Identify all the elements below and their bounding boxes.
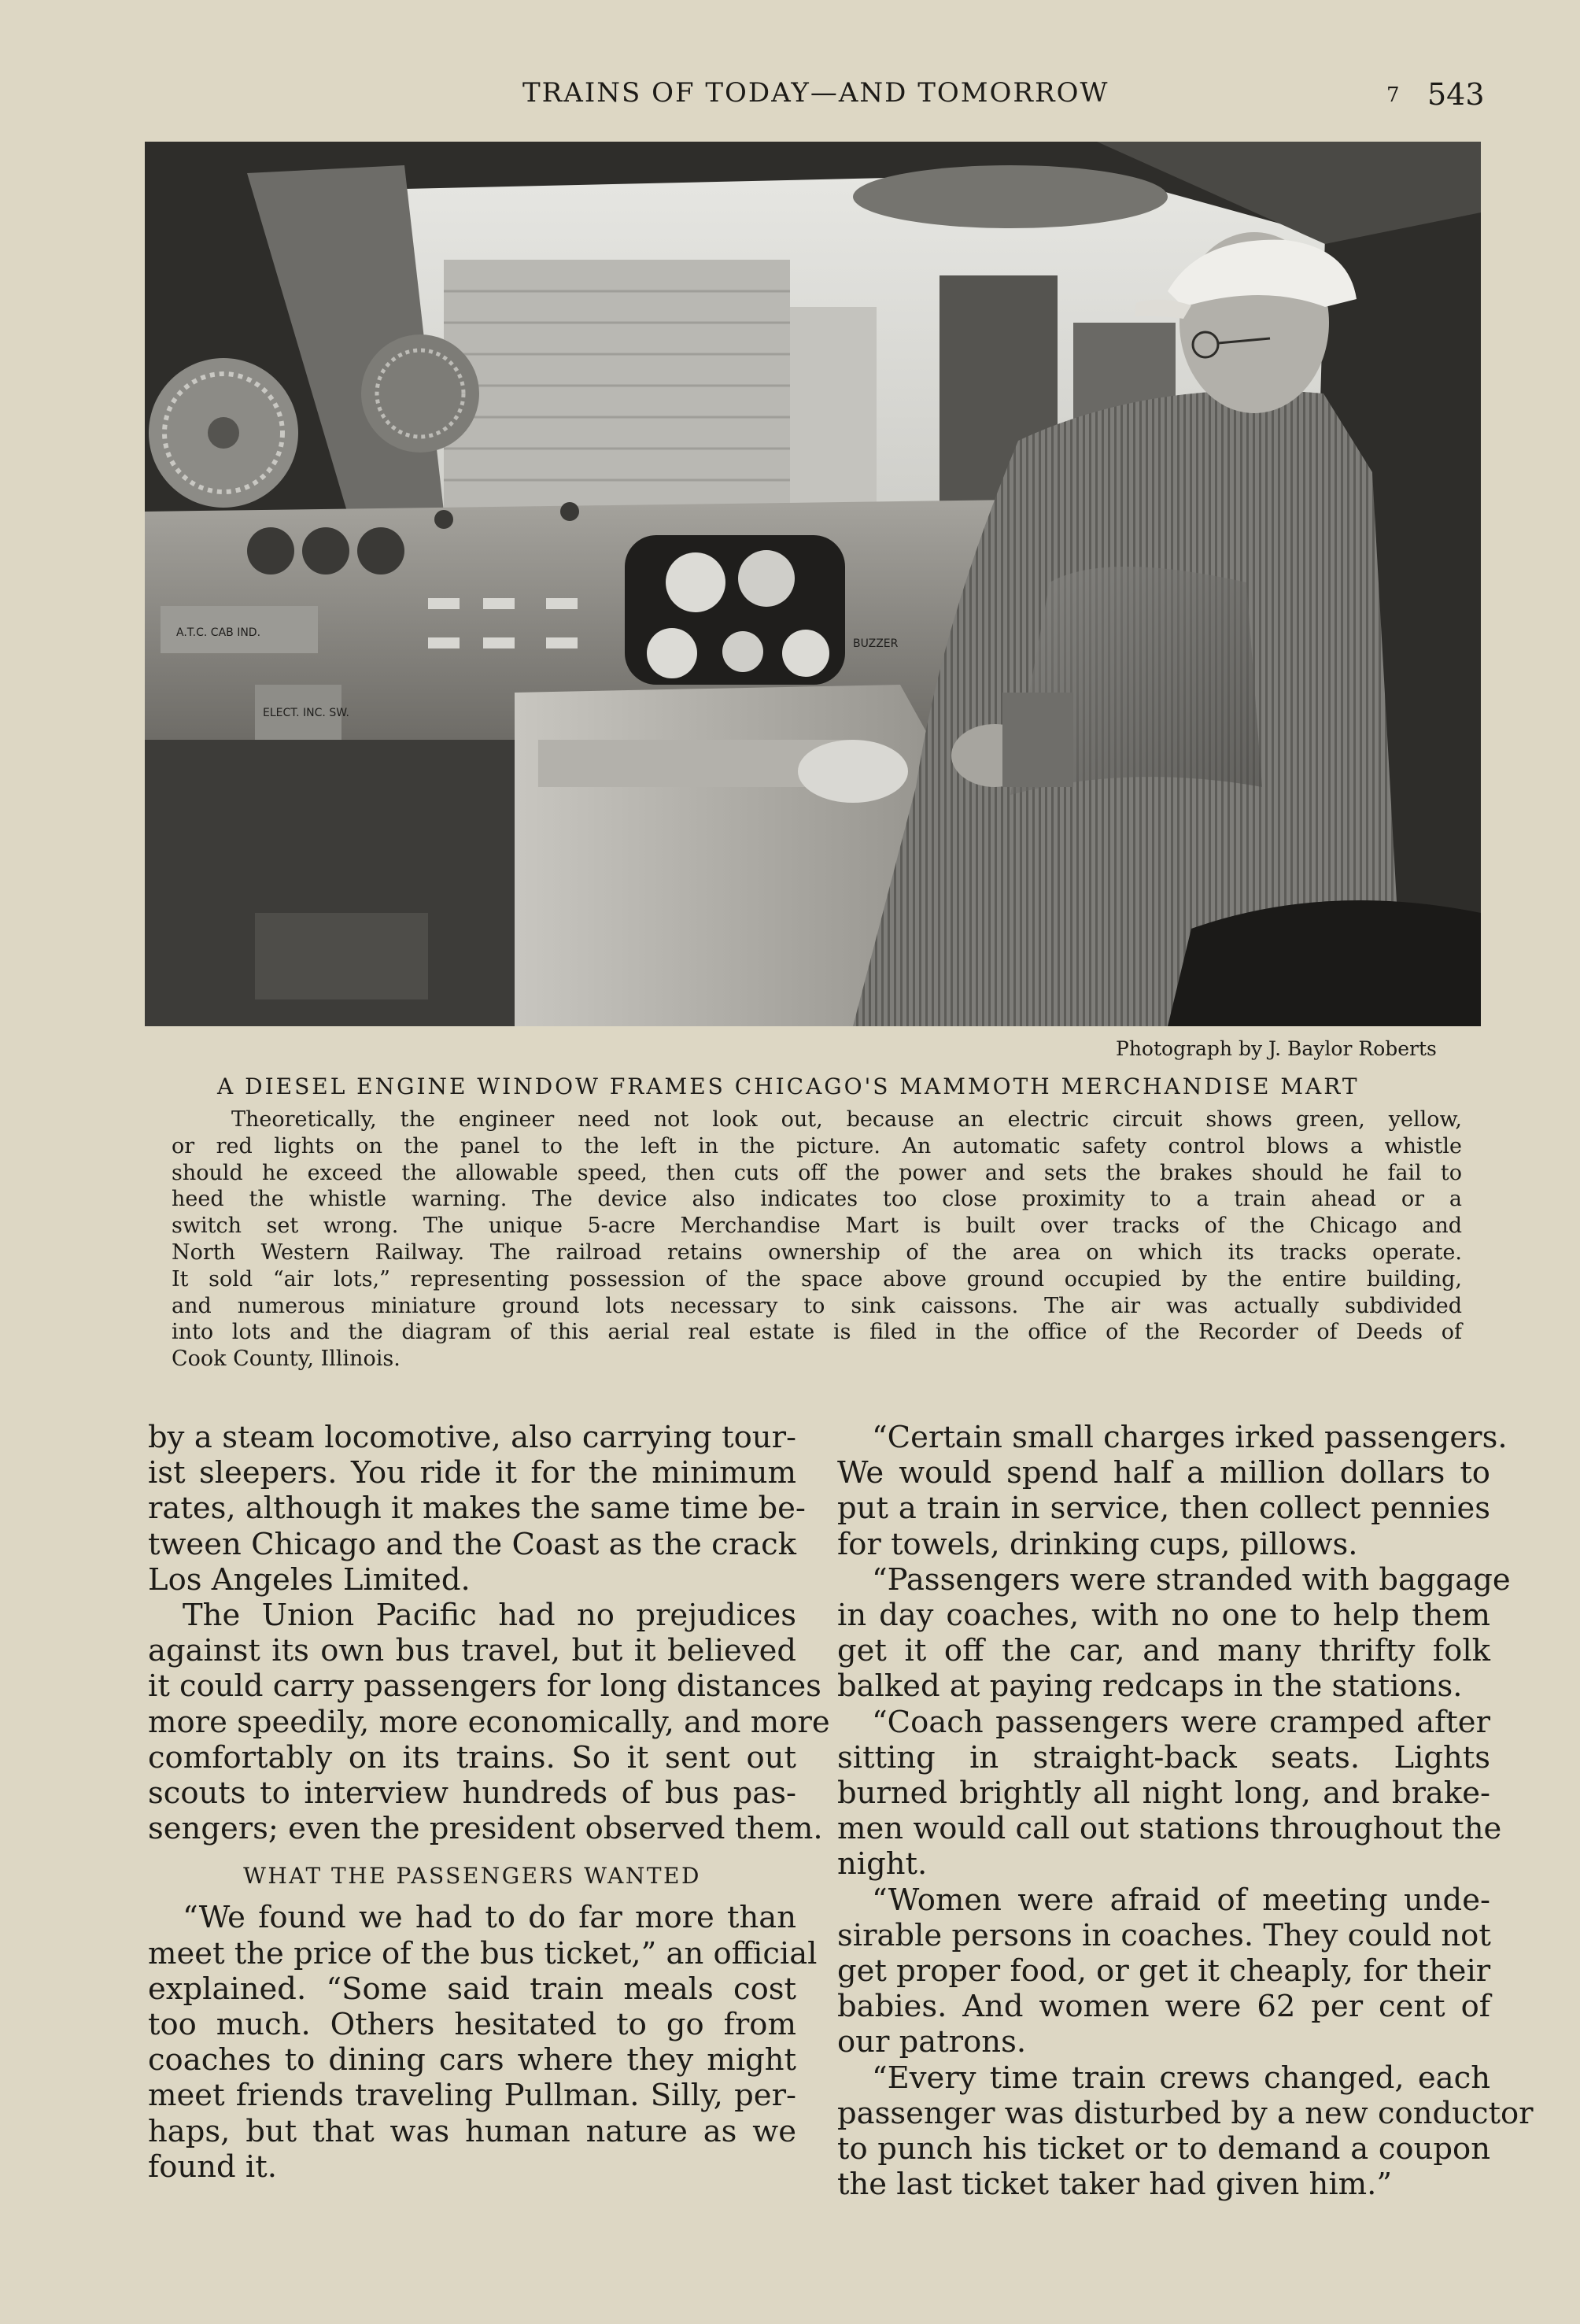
body-line: the last ticket taker had given him.” (837, 2167, 1393, 2203)
body-line: it could carry passengers for long distances (148, 1668, 821, 1705)
caption-line: into lots and the diagram of this aerial real estate is filed in the office of the Recorder of Deeds of (172, 1320, 1462, 1345)
gauge-panel (625, 535, 845, 685)
caption-line: It sold “air lots,” representing possession of the space above ground occupied by the entire building, (172, 1266, 1462, 1291)
panel-label: BUZZER (853, 637, 899, 650)
body-line: night. (837, 1846, 928, 1882)
page-number: 543 (1427, 77, 1485, 112)
running-title: TRAINS OF TODAY—AND TOMORROW (522, 77, 1109, 109)
body-line: scouts to interview hundreds of bus pas- (148, 1775, 796, 1812)
body-line: in day coaches, with no one to help them (837, 1598, 1490, 1634)
body-line: meet the price of the bus ticket,” an official (148, 1935, 818, 1971)
body-line: sengers; even the president observed them. (148, 1811, 823, 1847)
caption-line: heed the whistle warning. The device also indicates too close proximity to a train ahead or a (172, 1187, 1462, 1212)
body-line: for towels, drinking cups, pillows. (837, 1526, 1358, 1562)
section-subhead: WHAT THE PASSENGERS WANTED (243, 1863, 701, 1890)
body-line: put a train in service, then collect pennies (837, 1491, 1490, 1527)
body-line: to punch his ticket or to demand a coupon (837, 2131, 1490, 2167)
caption-title: A DIESEL ENGINE WINDOW FRAMES CHICAGO'S MAMMOTH MERCHANDISE MART (217, 1073, 1360, 1099)
body-line: meet friends traveling Pullman. Silly, per- (148, 2078, 796, 2114)
body-line: coaches to dining cars where they might (148, 2042, 796, 2078)
right-column (837, 1420, 1534, 2203)
body-line: babies. And women were 62 per cent of (837, 1989, 1490, 2025)
body-line: The Union Pacific had no prejudices (183, 1598, 796, 1634)
body-line: Los Angeles Limited. (148, 1561, 471, 1598)
caption-line: switch set wrong. The unique 5-acre Merchandise Mart is built over tracks of the Chicago and (172, 1214, 1462, 1239)
body-line: We would spend half a million dollars to (837, 1455, 1490, 1491)
caption-line: and numerous miniature ground lots necessary to sink caissons. The air was actually subdivided (172, 1293, 1462, 1318)
cab-fan (149, 358, 298, 508)
body-line: comfortably on its trains. So it sent out (148, 1739, 796, 1775)
body-line: tween Chicago and the Coast as the crack (148, 1526, 796, 1562)
photo-credit: Photograph by J. Baylor Roberts (1116, 1037, 1437, 1060)
caption-body (172, 1107, 1462, 1373)
cab-photo-illustration (145, 142, 1481, 1026)
caption-line: Theoretically, the engineer need not look out, because an electric circuit shows green, yellow, (231, 1107, 1462, 1132)
body-line: “Certain small charges irked passengers. (872, 1420, 1508, 1455)
caption-line: should he exceed the allowable speed, then cuts off the power and sets the brakes should he fail to (172, 1160, 1462, 1185)
left-column (148, 1420, 830, 2185)
caption-line: Cook County, Illinois. (172, 1347, 401, 1372)
body-line: explained. “Some said train meals cost (148, 1971, 796, 2007)
body-line: “Coach passengers were cramped after (872, 1704, 1490, 1740)
caption-line: North Western Railway. The railroad retains ownership of the area on which its tracks operate. (172, 1240, 1462, 1265)
body-line: sitting in straight-back seats. Lights (837, 1739, 1490, 1775)
body-line: get it off the car, and many thrifty folk (837, 1633, 1490, 1669)
body-line: haps, but that was human nature as we (148, 2113, 796, 2149)
body-line: “Every time train crews changed, each (872, 2060, 1490, 2096)
photograph (145, 142, 1481, 1026)
body-line: get proper food, or get it cheaply, for their (837, 1953, 1491, 1990)
body-line: our patrons. (837, 2024, 1027, 2060)
panel-label: A.T.C. CAB IND. (176, 626, 261, 639)
body-line: “We found we had to do far more than (183, 1900, 796, 1936)
body-line: balked at paying redcaps in the stations. (837, 1668, 1463, 1705)
body-line: found it. (148, 2148, 277, 2185)
body-line: burned brightly all night long, and brake- (837, 1775, 1490, 1812)
cab-fan (361, 334, 479, 453)
body-line: men would call out stations throughout the (837, 1811, 1502, 1847)
body-line: by a steam locomotive, also carrying tour- (148, 1420, 796, 1455)
body-line: rates, although it makes the same time be- (148, 1491, 806, 1527)
body-line: too much. Others hesitated to go from (148, 2007, 796, 2043)
caption-line: or red lights on the panel to the left in the picture. An automatic safety control blows a whistle (172, 1133, 1462, 1158)
body-line: “Passengers were stranded with baggage (872, 1561, 1511, 1598)
body-line: “Women were afraid of meeting unde- (872, 1882, 1490, 1918)
body-line: ist sleepers. You ride it for the minimum (148, 1455, 796, 1491)
body-line: more speedily, more economically, and more (148, 1704, 830, 1740)
body-line: sirable persons in coaches. They could not (837, 1917, 1491, 1953)
body-line: against its own bus travel, but it believed (148, 1633, 796, 1669)
page-mark: 7 (1386, 83, 1400, 107)
panel-label: ELECT. INC. SW. (263, 707, 349, 719)
body-line: passenger was disturbed by a new conductor (837, 2095, 1534, 2131)
